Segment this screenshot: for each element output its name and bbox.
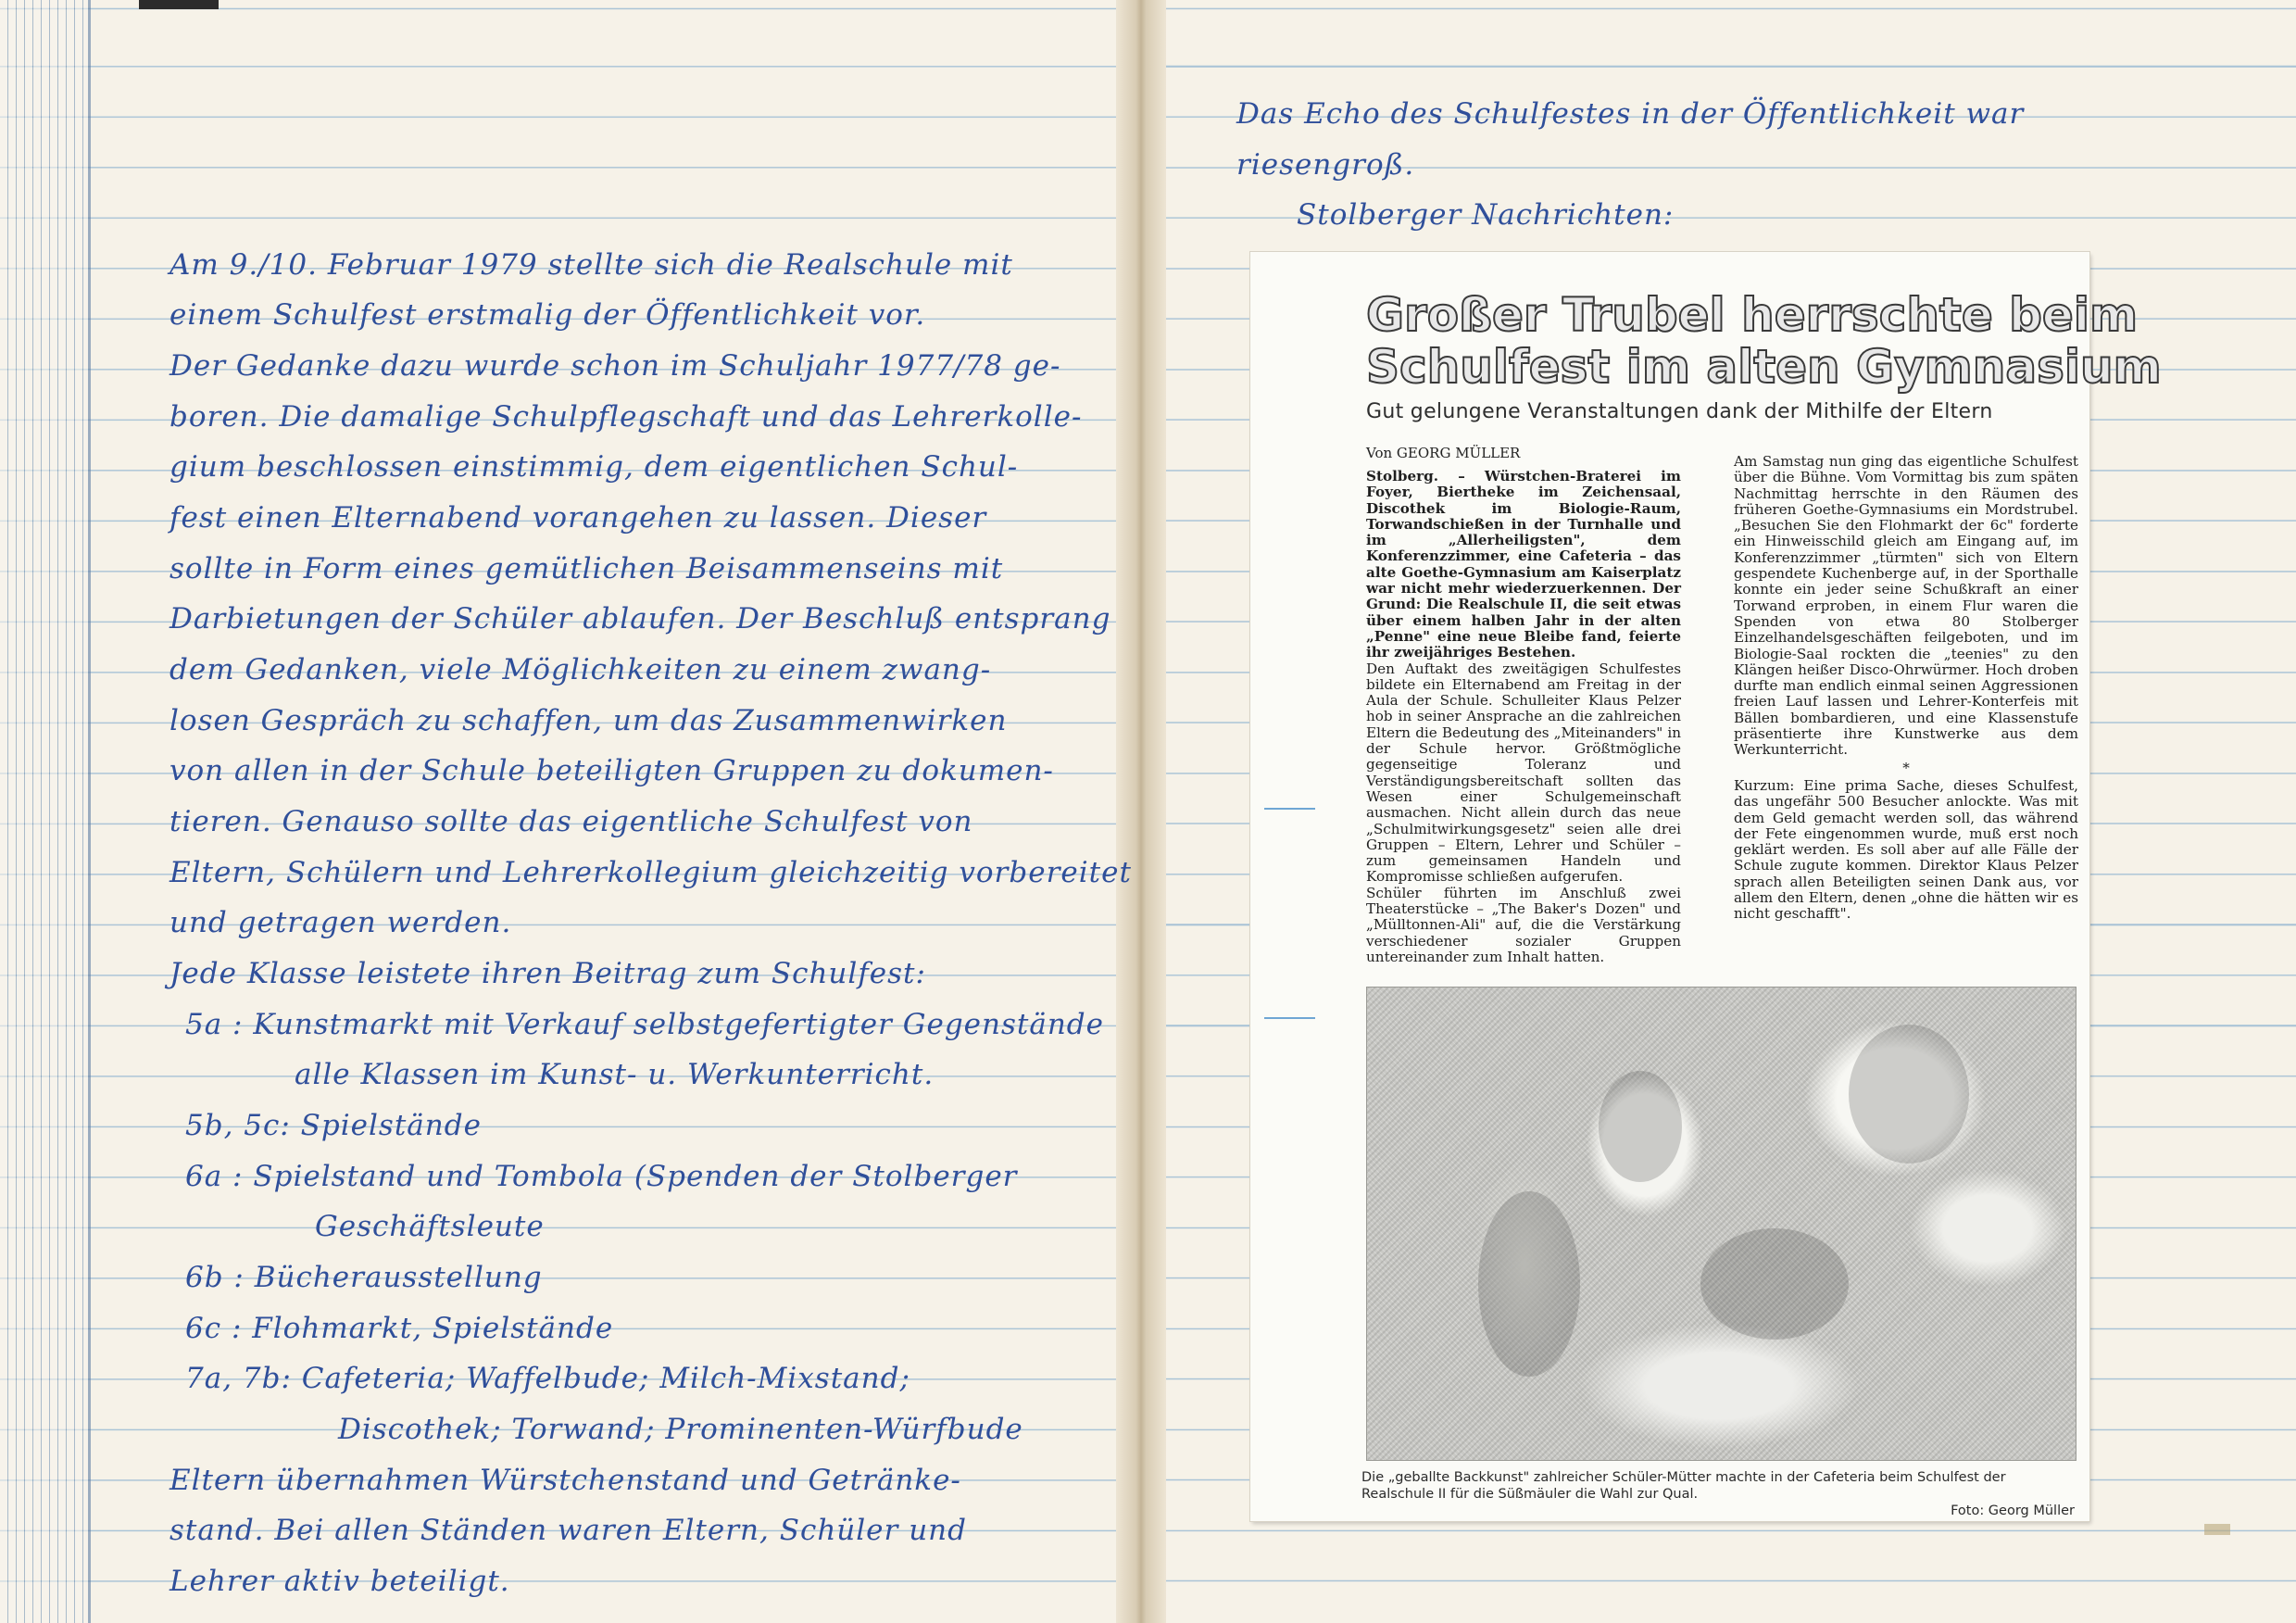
article-headline: Großer Trubel herrschte beim (1366, 288, 2139, 342)
handwritten-line: 6b : Bücherausstellung (185, 1261, 543, 1294)
page-edge-line (88, 0, 91, 1623)
photo-figure (1849, 1025, 1969, 1164)
handwritten-line: 5a : Kunstmarkt mit Verkauf selbstgefertigter Gegenstände (185, 1008, 1104, 1041)
handwritten-line: Lehrer aktiv beteiligt. (169, 1565, 510, 1598)
photo-figure (1700, 1228, 1849, 1340)
handwritten-line: Der Gedanke dazu wurde schon im Schuljahr 1977/78 ge- (169, 349, 1061, 383)
handwritten-line: boren. Die damalige Schulpflegschaft und das Lehrerkolle- (169, 400, 1083, 434)
article-byline: Von GEORG MÜLLER (1366, 445, 1521, 461)
article-paragraph: Den Auftakt des zweitägigen Schulfestes bildete ein Elternabend am Freitag in der Aula der Schule. Schulleiter Klaus Pelzer hob in seiner Ansprache an die zahlreichen Eltern die Bedeutung des „Miteinanders" in der Schule hervor. Größtmögliche gegenseitige Toleranz und Verständigungsbereitschaft sollten das Wesen einer Schulgemeinschaft ausmachen. Nicht allein durch das neue „Schulmitwirkungsgesetz" seien alle drei Gruppen – Eltern, Lehrer und Schüler – zum gemeinsamen Handeln und Kompromisse schließen aufgerufen. (1366, 660, 1681, 886)
handwritten-line: 6c : Flohmarkt, Spielstände (185, 1312, 614, 1345)
handwritten-line: 5b, 5c: Spielstände (185, 1109, 482, 1142)
handwritten-line: Discothek; Torwand; Prominenten-Würfbude (338, 1413, 1023, 1446)
handwritten-line: losen Gespräch zu schaffen, um das Zusammenwirken (169, 704, 1008, 737)
handwritten-line: riesengroß. (1236, 148, 1415, 182)
handwritten-line: Eltern übernahmen Würstchenstand und Getränke- (169, 1464, 961, 1497)
photo-caption (1361, 1469, 2075, 1519)
article-column-2 (1734, 454, 2078, 923)
handwritten-line: alle Klassen im Kunst- u. Werkunterricht. (295, 1058, 935, 1091)
handwritten-line: Stolberger Nachrichten: (1297, 198, 1675, 232)
handwritten-line: 6a : Spielstand und Tombola (Spenden der Stolberger (185, 1160, 1018, 1193)
page-edge-stack (0, 0, 88, 1623)
handwritten-line: Am 9./10. Februar 1979 stellte sich die Realschule mit (169, 248, 1013, 282)
handwritten-line: gium beschlossen einstimmig, dem eigentlichen Schul- (169, 450, 1019, 484)
handwritten-line: Darbietungen der Schüler ablaufen. Der Beschluß entsprang (169, 602, 1111, 635)
handwritten-line: Eltern, Schülern und Lehrerkollegium gleichzeitig vorbereitet (169, 856, 1132, 889)
caption-text: Die „geballte Backkunst" zahlreicher Schüler-Mütter machte in der Cafeteria beim Schulfest der Realschule II für die Süßmäuler die Wahl zur Qual. (1361, 1470, 2006, 1502)
handwritten-line: dem Gedanken, viele Möglichkeiten zu einem zwang- (169, 653, 992, 686)
photo-credit: Foto: Georg Müller (1951, 1503, 2075, 1518)
handwritten-line: sollte in Form eines gemütlichen Beisammenseins mit (169, 552, 1004, 585)
handwritten-line: 7a, 7b: Cafeteria; Waffelbude; Milch-Mixstand; (185, 1362, 910, 1395)
photo-figure (1599, 1071, 1682, 1182)
handwritten-line: und getragen werden. (169, 906, 512, 939)
handwritten-line: von allen in der Schule beteiligten Gruppen zu dokumen- (169, 754, 1054, 787)
article-column-1 (1366, 469, 1681, 965)
article-subhead: Gut gelungene Veranstaltungen dank der Mithilfe der Eltern (1366, 400, 1993, 423)
handwritten-line: Geschäftsleute (315, 1210, 545, 1243)
handwritten-line: Jede Klasse leistete ihren Beitrag zum Schulfest: (169, 957, 926, 990)
section-separator: * (1902, 759, 1910, 776)
margin-line-mark (1264, 808, 1315, 810)
article-headline: Schulfest im alten Gymnasium (1366, 340, 2162, 394)
handwritten-line: tieren. Genauso sollte das eigentliche Schulfest von (169, 805, 973, 838)
corner-tab (2204, 1524, 2230, 1535)
article-paragraph: Stolberg. – Würstchen-Braterei im Foyer, Biertheke im Zeichensaal, Discothek im Biologie-Raum, Torwandschießen in der Turnhalle und im „Allerheiligsten", dem Konferenzzimmer, eine Cafeteria – das alte Goethe-Gymnasium am Kaiserplatz war nicht mehr wiederzuerkennen. Der Grund: Die Realschule II, die seit etwas über einem halben Jahr in der alten „Penne" eine neue Bleibe fand, feierte ihr zweijähriges Bestehen. (1366, 468, 1681, 661)
handwritten-line: fest einen Elternabend vorangehen zu lassen. Dieser (169, 501, 987, 535)
article-paragraph: Am Samstag nun ging das eigentliche Schulfest über die Bühne. Vom Vormittag bis zum späten Nachmittag herrschte in den Räumen des früheren Goethe-Gymnasiums ein Mordstrubel. „Besuchen Sie den Flohmarkt der 6c" forderte ein Hinweisschild gleich am Eingang auf, im Konferenzzimmer „türmten" sich von Eltern gespendete Kuchenberge auf, in der Sporthalle konnte ein jeder seine Schußkraft an einer Torwand erproben, in einem Flur waren die Spenden von etwa 80 Stolberger Einzelhandelsgeschäften feilgeboten, und im Biologie-Saal rockten die „teenies" zu den Klängen heißer Disco-Ohrwürmer. Hoch droben durfte man endlich einmal seinen Aggressionen freien Lauf lassen und Lehrer-Konterfeis mit Bällen bombardieren, und eine Klassenstufe präsentierte ihre Kunstwerke aus dem Werkunterricht. (1734, 453, 2078, 759)
photo-figure (1478, 1191, 1580, 1377)
top-margin-mark (139, 0, 219, 9)
article-paragraph: Kurzum: Eine prima Sache, dieses Schulfest, das ungefähr 500 Besucher anlockte. Was mit dem Geld gemacht werden soll, das während der Fete eingenommen wurde, muß erst noch geklärt werden. Es soll aber auf alle Fälle der Schule zugute kommen. Direktor Klaus Pelzer sprach allen Beteiligten seinen Dank aus, vor allem den Eltern, denen „ohne die hätten wir es nicht geschafft". (1734, 776, 2078, 923)
article-photo (1366, 987, 2076, 1461)
handwritten-line: stand. Bei allen Ständen waren Eltern, Schüler und (169, 1514, 967, 1547)
handwritten-line: Das Echo des Schulfestes in der Öffentlichkeit war (1236, 97, 2025, 131)
book-gutter (1116, 0, 1166, 1623)
margin-line-mark (1264, 1017, 1315, 1019)
handwritten-line: einem Schulfest erstmalig der Öffentlichkeit vor. (169, 298, 926, 332)
article-paragraph: Schüler führten im Anschluß zwei Theaterstücke – „The Baker's Dozen" und „Mülltonnen-Ali" auf, die die Verstärkung verschiedener sozialer Gruppen untereinander zum Inhalt hatten. (1366, 884, 1681, 965)
